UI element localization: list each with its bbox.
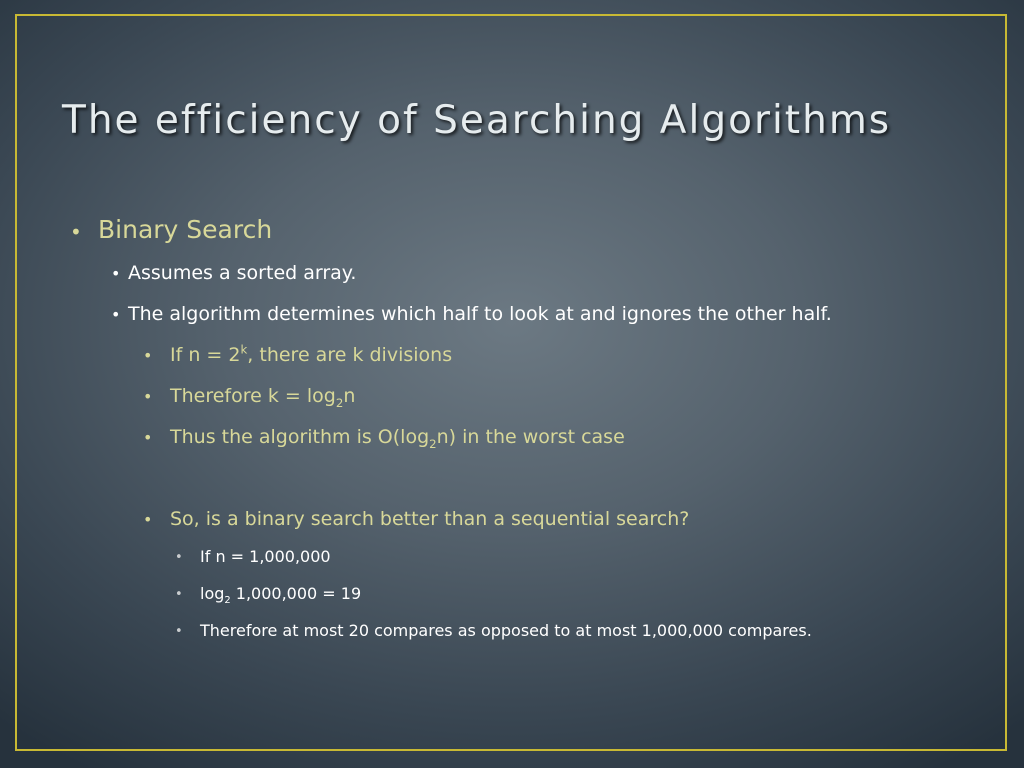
superscript-k: k [240, 342, 248, 357]
text-segment: , there are k divisions [247, 344, 453, 366]
bullet-marker: • [70, 220, 82, 244]
bullet-marker: • [143, 428, 153, 447]
bullet-marker: • [143, 510, 153, 529]
bullet-marker: • [111, 264, 121, 283]
bullet-so-question: So, is a binary search better than a sequential search? [170, 508, 690, 530]
bullet-algorithm-half: The algorithm determines which half to look at and ignores the other half. [128, 303, 832, 325]
subscript-2: 2 [224, 595, 231, 607]
slide-title: The efficiency of Searching Algorithms [62, 98, 892, 143]
bullet-marker: • [143, 346, 153, 365]
bullet-thus-algorithm [170, 426, 625, 451]
text-segment: n) in the worst case [436, 426, 625, 448]
bullet-marker: • [143, 387, 153, 406]
bullet-marker: • [175, 587, 183, 602]
bullet-log-million [200, 584, 362, 607]
bullet-assumes-sorted-array: Assumes a sorted array. [128, 262, 357, 284]
bullet-marker: • [175, 624, 183, 639]
text-segment: Thus the algorithm is O(log [170, 426, 430, 448]
bullet-if-million: If n = 1,000,000 [200, 547, 331, 566]
bullet-therefore-compares: Therefore at most 20 compares as opposed to at most 1,000,000 compares. [200, 621, 812, 640]
bullet-marker: • [111, 305, 121, 324]
text-segment: log [200, 584, 225, 603]
text-segment: Therefore k = log [170, 385, 336, 407]
subscript-2: 2 [335, 395, 344, 410]
bullet-therefore-k [170, 385, 356, 410]
bullet-if-n-power [170, 344, 452, 366]
text-segment: n [343, 385, 356, 407]
subscript-2: 2 [429, 436, 437, 451]
text-segment: 1,000,000 = 19 [230, 584, 362, 603]
text-segment: If n = 2 [170, 344, 241, 366]
bullet-marker: • [175, 550, 183, 565]
bullet-binary-search: Binary Search [98, 215, 273, 244]
